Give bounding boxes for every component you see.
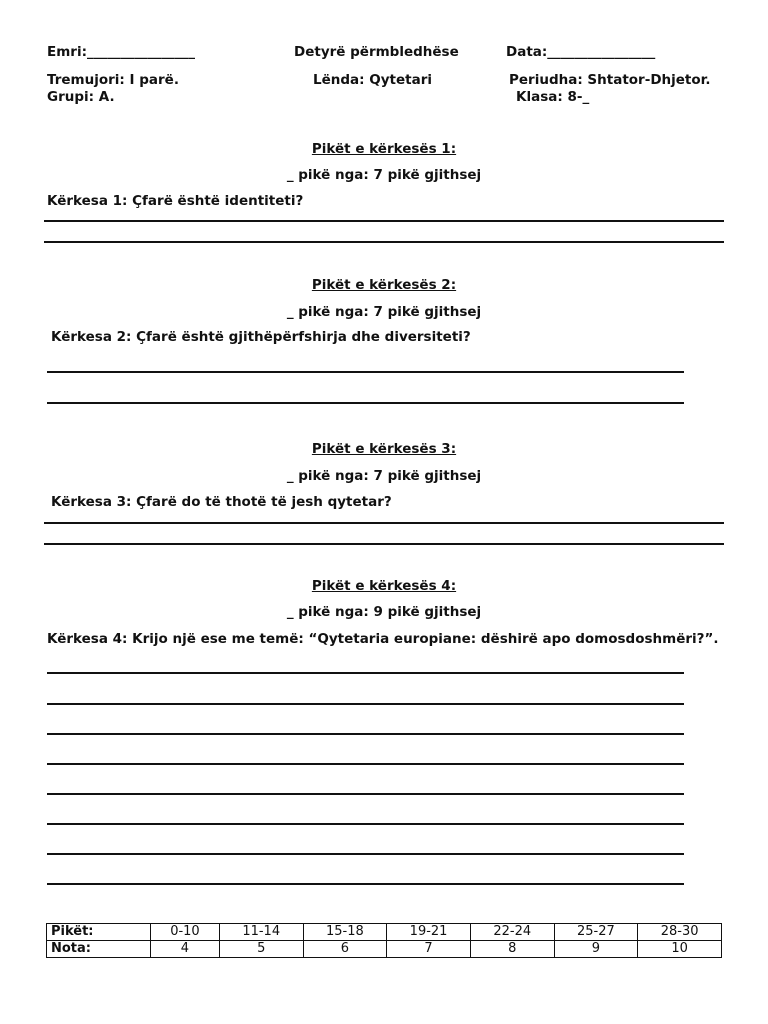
period-label: Periudha: Shtator-Dhjetor. — [509, 72, 711, 88]
answer-line — [47, 672, 684, 674]
task3-question: Kërkesa 3: Çfarë do të thotë të jesh qytetar? — [51, 494, 392, 510]
table-cell: 4 — [151, 941, 220, 958]
term-label: Tremujori: I parë. — [47, 72, 179, 88]
task1-points-title: Pikët e kërkesës 1: — [311, 141, 457, 157]
answer-line — [47, 763, 684, 765]
answer-line — [44, 543, 724, 545]
subject-label: Lënda: Qytetari — [313, 72, 432, 88]
answer-line — [47, 371, 684, 373]
task2-points-title: Pikët e kërkesës 2: — [311, 277, 457, 293]
task4-points-line: _ pikë nga: 9 pikë gjithsej — [286, 604, 482, 620]
task1-question: Kërkesa 1: Çfarë është identiteti? — [47, 193, 304, 209]
table-cell: 19-21 — [387, 924, 471, 941]
table-cell: 25-27 — [554, 924, 638, 941]
answer-line — [47, 793, 684, 795]
answer-line — [47, 853, 684, 855]
task3-points-title: Pikët e kërkesës 3: — [311, 441, 457, 457]
table-cell: 8 — [470, 941, 554, 958]
answer-line — [47, 733, 684, 735]
table-cell: 22-24 — [470, 924, 554, 941]
answer-line — [44, 241, 724, 243]
table-cell: 15-18 — [303, 924, 387, 941]
answer-line — [44, 522, 724, 524]
table-cell: 28-30 — [638, 924, 722, 941]
answer-line — [47, 703, 684, 705]
task2-question: Kërkesa 2: Çfarë është gjithëpërfshirja dhe diversiteti? — [51, 329, 471, 345]
date-field: Data:________________ — [506, 44, 656, 60]
table-cell: 9 — [554, 941, 638, 958]
answer-line — [47, 402, 684, 404]
table-cell: 7 — [387, 941, 471, 958]
points-header: Pikët: — [47, 924, 151, 941]
table-cell: 10 — [638, 941, 722, 958]
table-cell: 0-10 — [151, 924, 220, 941]
table-row — [47, 941, 722, 958]
class-label: Klasa: 8-_ — [516, 89, 590, 105]
table-cell: 5 — [219, 941, 303, 958]
task2-points-line: _ pikë nga: 7 pikë gjithsej — [286, 304, 482, 320]
table-row — [47, 924, 722, 941]
grading-table — [46, 923, 722, 958]
answer-line — [44, 220, 724, 222]
name-field: Emri:________________ — [47, 44, 195, 60]
task4-question: Kërkesa 4: Krijo një ese me temë: “Qytetaria europiane: dëshirë apo domosdoshmëri?”. — [47, 631, 719, 647]
worksheet-title: Detyrë përmbledhëse — [294, 44, 459, 60]
task4-points-title: Pikët e kërkesës 4: — [311, 578, 457, 594]
task3-points-line: _ pikë nga: 7 pikë gjithsej — [286, 468, 482, 484]
grade-header: Nota: — [47, 941, 151, 958]
answer-line — [47, 883, 684, 885]
table-cell: 11-14 — [219, 924, 303, 941]
answer-line — [47, 823, 684, 825]
group-label: Grupi: A. — [47, 89, 115, 105]
table-cell: 6 — [303, 941, 387, 958]
task1-points-line: _ pikë nga: 7 pikë gjithsej — [286, 167, 482, 183]
